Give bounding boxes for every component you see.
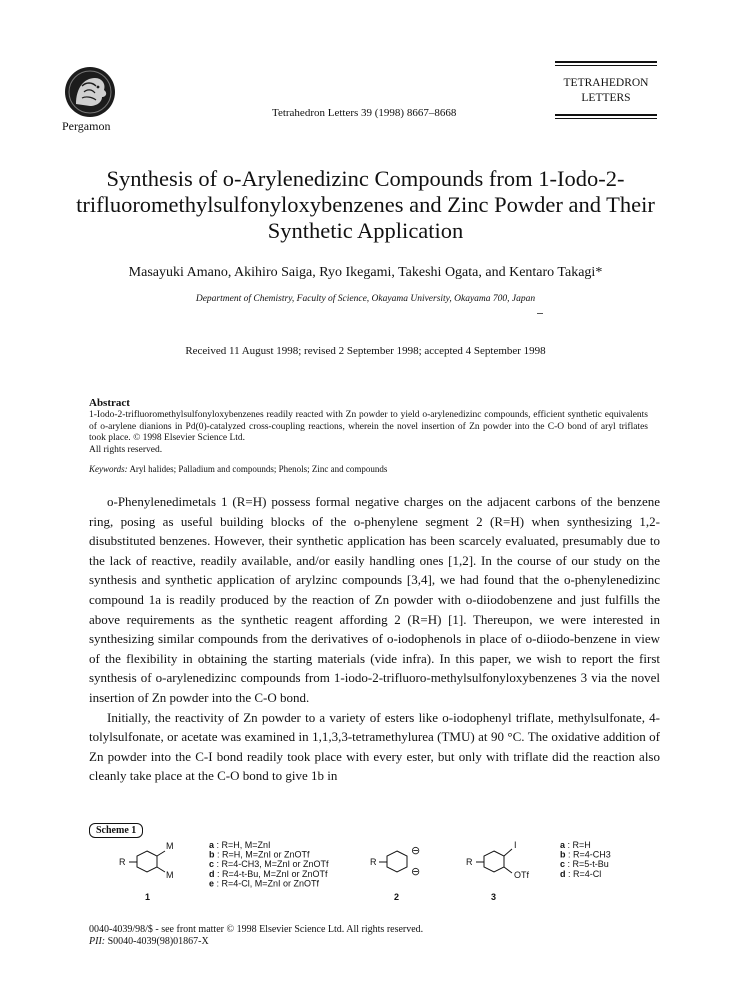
footer-copyright: 0040-4039/98/$ - see front matter © 1998 Elsevier Science Ltd. All rights reserved. [89, 924, 424, 935]
keywords-list: Aryl halides; Palladium and compounds; Phenols; Zinc and compounds [129, 464, 388, 474]
cpd1-r: R [119, 857, 126, 867]
article-title [60, 166, 671, 244]
list3-item-text: : R=5-t-Bu [565, 859, 609, 870]
list3-item-text: : R=H [565, 840, 591, 850]
abstract-text [89, 410, 648, 456]
benzene-ring-2 [387, 851, 407, 872]
list3-item-text: : R=4-CH3 [565, 849, 611, 860]
benzene-ring-3 [484, 851, 504, 872]
pii-label: PII: [89, 936, 106, 947]
list1-item [209, 840, 271, 850]
paragraph-2: Initially, the reactivity of Zn powder to a variety of esters like o-iodophenyl triflate, methylsulfonate, 4-tolylsulfonate, or acetate was examined in 1,1,3,3-tetramethylurea (TMU) at 90 °C. The oxidative addition of Zn powder into the C-I bond readily took place with every ester, but only with triflate did the reaction also cleanly take place at the C-O bond to give 1b in [89, 709, 660, 784]
cpd2-r: R [370, 857, 377, 867]
cpd1-m-top: M [166, 841, 174, 851]
list1-item-key: e [209, 878, 215, 889]
cpd1-number: 1 [145, 892, 151, 902]
list1-item [209, 859, 329, 869]
list3-item [560, 869, 601, 879]
publisher-name: Pergamon [62, 119, 111, 133]
received-dates: Received 11 August 1998; revised 2 September 1998; accepted 4 September 1998 [185, 345, 546, 357]
list1-item-text: : R=H, M=ZnI [214, 840, 271, 850]
scheme-1 [89, 838, 660, 908]
brand-line-2: LETTERS [581, 92, 631, 104]
cpd2-minus-top: ⊖ [411, 845, 421, 857]
list3-item [560, 840, 591, 850]
abstract-body: 1-Iodo-2-trifluoromethylsulfonyloxybenzenes readily reacted with Zn powder to yield o-arylenedizinc compounds, efficient synthetic equivalents of o-arylene dianions in Pd(0)-catalyzed cross-coupling reactions, wherein the novel insertion of Zn powder into the C-O bond of aryl triflates took place. [89, 410, 648, 443]
list3-item [560, 850, 611, 860]
benzene-ring-1 [137, 851, 157, 872]
pii-value: S0040-4039(98)01867-X [107, 936, 209, 947]
author-list: Masayuki Amano, Akihiro Saiga, Ryo Ikegami, Takeshi Ogata, and Kentaro Takagi* [128, 265, 603, 280]
list3-item-key: a [560, 840, 566, 850]
brand-line-1: TETRAHEDRON [563, 77, 649, 89]
list1-item-text: : R=4-Cl, M=ZnI or ZnOTf [214, 878, 320, 889]
list1-item [209, 869, 328, 879]
abstract-heading: Abstract [89, 397, 130, 409]
scheme-label: Scheme 1 [89, 823, 143, 838]
divider-mark [537, 313, 543, 314]
cpd3-number: 3 [491, 892, 497, 902]
list1-item-key: c [209, 859, 215, 870]
list1-item-key: b [209, 849, 215, 860]
journal-brand [555, 59, 657, 121]
cpd3-i: I [514, 840, 517, 850]
publisher-logo [62, 66, 118, 118]
cpd2-minus-bottom: ⊖ [411, 866, 421, 878]
title-text: Synthesis of o-Arylenedizinc Compounds from 1-Iodo-2-trifluoromethylsulfonyloxybenzenes and Zinc Powder and Their Synthetic Application [76, 166, 655, 243]
cpd2-number: 2 [394, 892, 400, 902]
abstract-copyright: © 1998 Elsevier Science Ltd. [133, 433, 246, 443]
keywords-label: Keywords: [89, 464, 128, 474]
compound-3-variants [560, 840, 611, 879]
list3-item [560, 859, 609, 869]
list3-item-key: d [560, 868, 566, 879]
keywords [89, 464, 648, 474]
list1-item-key: d [209, 868, 215, 879]
cpd3-otf: OTf [514, 870, 529, 880]
footer [89, 924, 423, 948]
journal-reference: Tetrahedron Letters 39 (1998) 8667–8668 [272, 107, 457, 119]
paragraph-1: o-Phenylenedimetals 1 (R=H) possess formal negative charges on the adjacent carbons of the benzene ring, posing as useful building blocks of the o-phenylene segment 2 (R=H) when synthesizing 1,2-disubstituted benzenes. However, their synthetic application has been scarcely evaluated, presumably due to the lack of reactive, readily available, and/or easily handling ones [1,2]. In the course of our study on the synthesis and synthetic application of arylzinc compounds [3,4], we had found that the o-phenylenedizinc compound 1a is readily produced by the reaction of Zn powder with o-diiodobenzene and just fulfills the above requirements as the synthetic reagent affording 2 (R=H) [1]. Thereupon, we were interested in synthesizing similar compounds from the derivatives of o-iodophenols in place of o-diiodo-benzene in view of the flexibility in obtaining the starting materials (vide infra). In this paper, we wish to report the first synthesis of o-arylenedizinc compounds from 1-iodo-2-trifluoro-methylsulfonyloxybenzenes 3 via the novel insertion of Zn powder into the C-O bond. [89, 494, 660, 705]
list3-item-key: b [560, 849, 566, 860]
footer-pii [89, 936, 423, 948]
list1-item-text: : R=4-t-Bu, M=ZnI or ZnOTf [214, 868, 328, 879]
cpd1-m-bottom: M [166, 870, 174, 880]
cpd3-r: R [466, 857, 473, 867]
list3-item-key: c [560, 859, 566, 870]
list1-item-key: a [209, 840, 215, 850]
list1-item-text: : R=H, M=ZnI or ZnOTf [214, 849, 310, 860]
list1-item [209, 850, 310, 860]
list1-item-text: : R=4-CH3, M=ZnI or ZnOTf [214, 859, 329, 870]
compound-1-variants [209, 840, 329, 888]
affiliation: Department of Chemistry, Faculty of Science, Okayama University, Okayama 700, Japan [195, 294, 536, 304]
abstract-rights: All rights reserved. [89, 444, 163, 455]
list3-item-text: : R=4-Cl [565, 868, 602, 879]
list1-item [209, 878, 320, 888]
body-text [89, 492, 660, 786]
